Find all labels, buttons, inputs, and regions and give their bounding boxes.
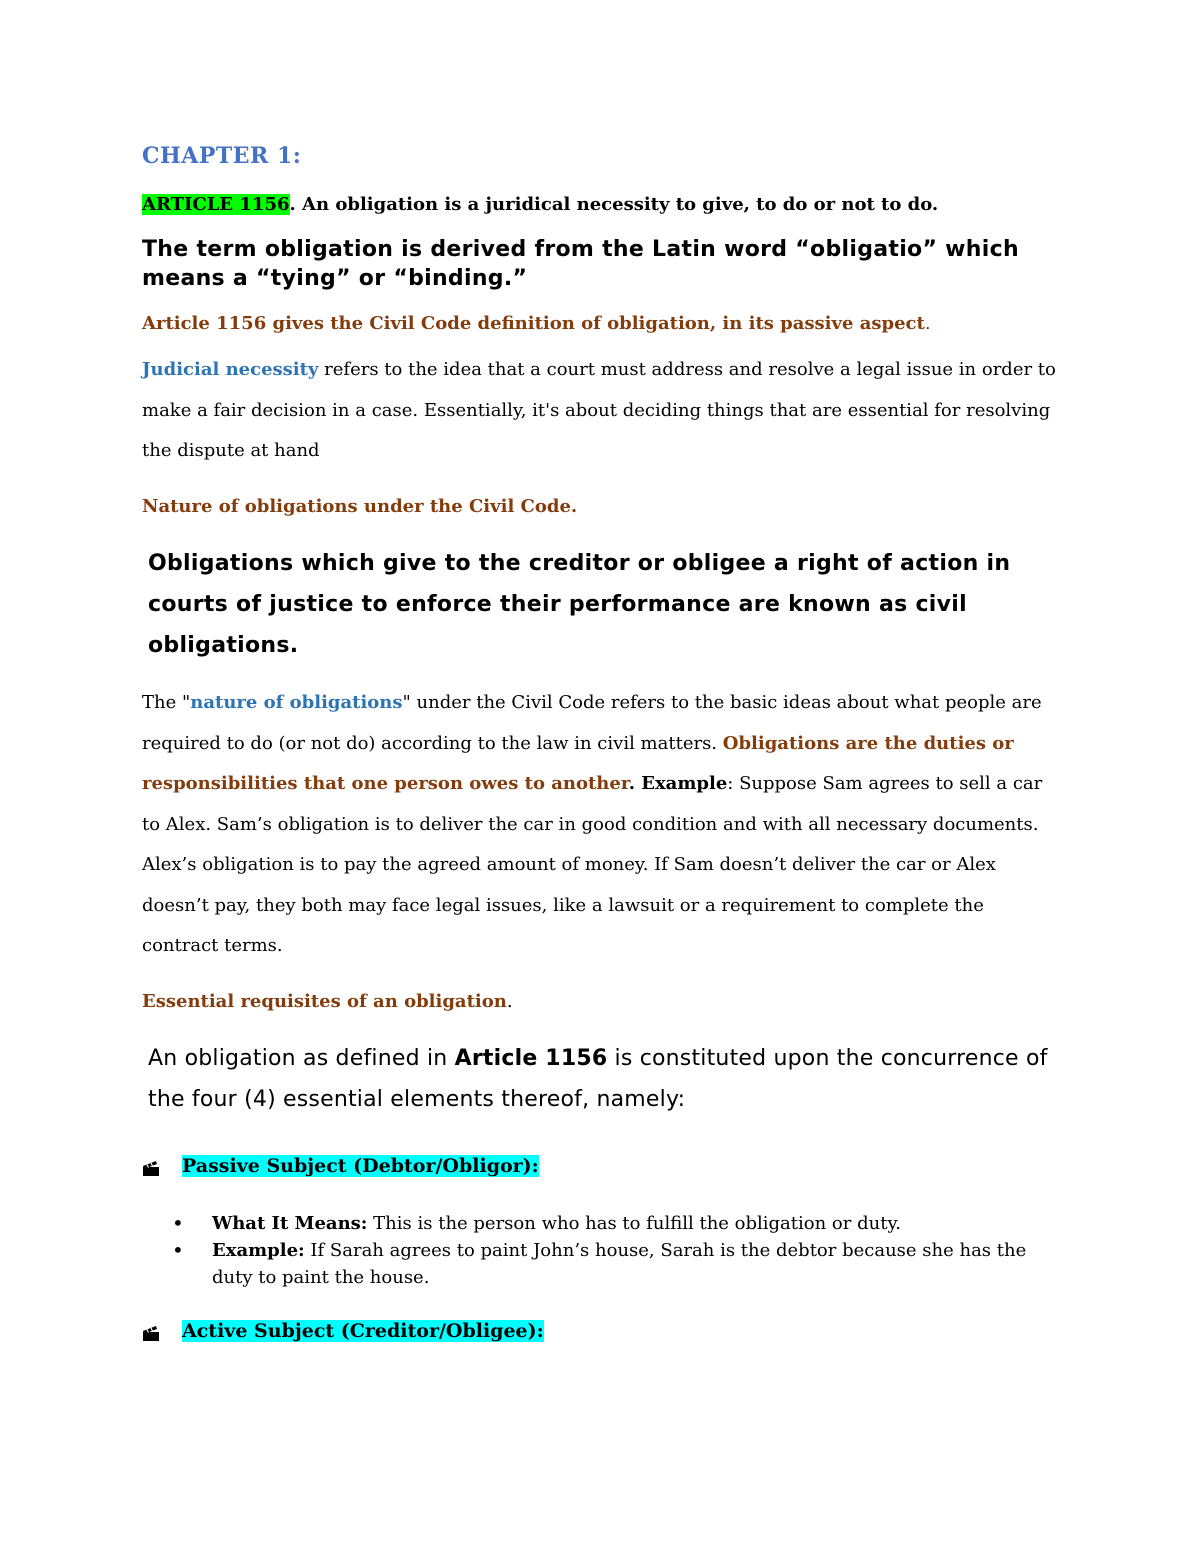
active-subject-title: Active Subject (Creditor/Obligee): — [182, 1320, 544, 1342]
nature-emphasis: Obligations are the duties or responsibilities that one person owes to another — [142, 732, 1014, 794]
term-origin: The term obligation is derived from the Latin word “obligatio” which means a “tying” or “binding.” — [142, 237, 1019, 291]
requisites-heading — [142, 991, 1060, 1012]
list-item — [172, 1210, 1060, 1237]
elements-intro-part2: is constituted upon the concurrence of the four (4) essential elements thereof, namely: — [148, 1046, 1048, 1112]
nature-term: nature of obligations — [190, 692, 403, 713]
passive-subject-points — [172, 1210, 1060, 1291]
civil-code-definition — [142, 313, 1060, 334]
point-text: This is the person who has to fulfill the obligation or duty. — [367, 1213, 901, 1234]
clapperboard-icon — [142, 1325, 162, 1341]
nature-paragraph — [142, 683, 1060, 967]
element-passive-subject — [142, 1155, 1042, 1183]
element-active-subject — [142, 1320, 1042, 1348]
example-label: Example — [641, 773, 728, 794]
nature-part1: The " — [142, 692, 191, 713]
judicial-necessity-text: refers to the idea that a court must address and resolve a legal issue in order to make a fair decision in a case. Essentially, it's about deciding things that are essential for resolving the dispute at hand — [142, 359, 1056, 461]
elements-intro-article: Article 1156 — [454, 1046, 608, 1071]
passive-subject-title: Passive Subject (Debtor/Obligor): — [182, 1155, 539, 1177]
civil-code-definition-text: Article 1156 gives the Civil Code definition of obligation, in its passive aspect — [142, 313, 925, 334]
list-item — [172, 1237, 1060, 1291]
requisites-heading-end: . — [506, 991, 513, 1012]
chapter-title: CHAPTER 1: — [142, 143, 302, 169]
article-1156-text: . An obligation is a juridical necessity to give, to do or not to do. — [289, 194, 939, 215]
judicial-necessity-term: Judicial necessity — [142, 359, 319, 380]
civil-obligations-definition: Obligations which give to the creditor or obligee a right of action in courts of justice to enforce their performance are known as civil obligations. — [148, 551, 1011, 658]
nature-heading: Nature of obligations under the Civil Code. — [142, 496, 578, 517]
point-label: Example: — [212, 1240, 305, 1261]
point-text: If Sarah agrees to paint John’s house, Sarah is the debtor because she has the duty to paint the house. — [212, 1240, 1027, 1288]
elements-intro — [142, 1038, 1060, 1120]
nature-period: . — [628, 773, 642, 794]
clapperboard-icon — [142, 1160, 162, 1176]
point-label: What It Means: — [212, 1213, 368, 1234]
example-text: : Suppose Sam agrees to sell a car to Alex. Sam’s obligation is to deliver the car in good condition and with all necessary documents. Alex’s obligation is to pay the agreed amount of money. If Sam doesn’t deliver the car or Alex doesn’t pay, they both may face legal issues, like a lawsuit or a requirement to complete the contract terms. — [142, 773, 1043, 956]
judicial-necessity-paragraph — [142, 350, 1060, 472]
article-1156-definition — [142, 194, 1060, 215]
elements-intro-part1: An obligation as defined in — [148, 1046, 455, 1071]
article-1156-label: ARTICLE 1156 — [142, 194, 290, 215]
requisites-heading-text: Essential requisites of an obligation — [142, 991, 507, 1012]
nature-part2: " under the Civil Code refers to the basic ideas about what people are required to do (or not do) according to the law in civil matters. — [142, 692, 1042, 754]
civil-code-definition-end: . — [924, 313, 931, 334]
